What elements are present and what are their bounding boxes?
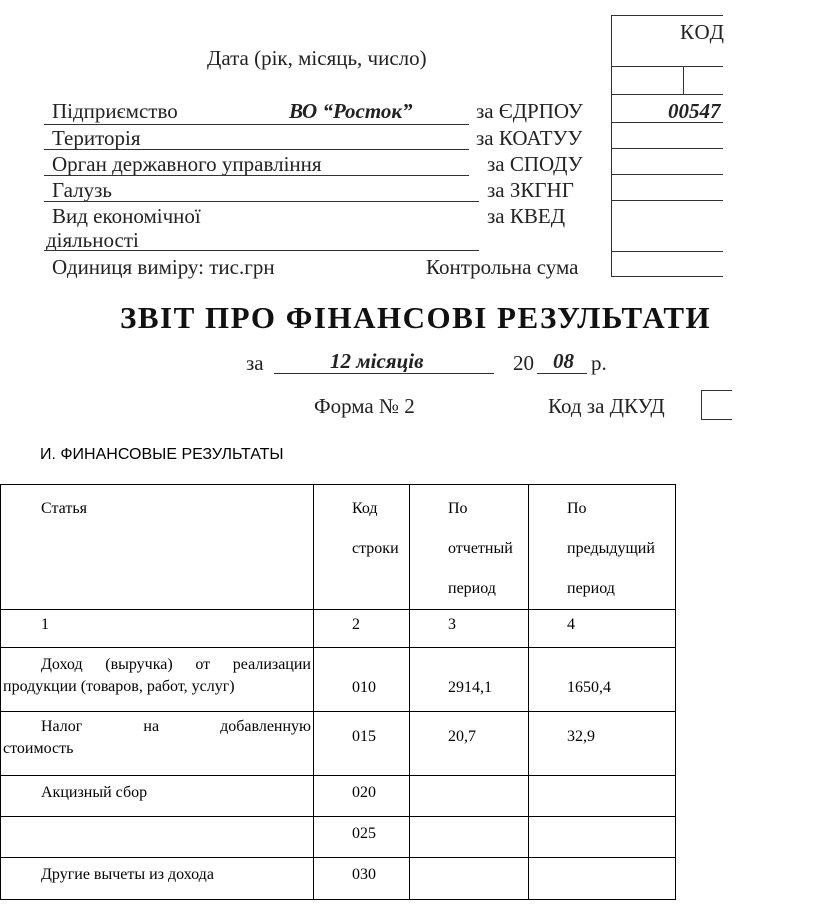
row-article-text <box>1 817 313 823</box>
row-previous <box>529 648 676 712</box>
report-title: ЗВІТ ПРО ФІНАНСОВІ РЕЗУЛЬТАТИ <box>120 300 712 335</box>
kody-row-line <box>611 251 723 252</box>
period-underline <box>274 373 494 374</box>
header-current-text-3: период <box>448 580 496 597</box>
activity-underline <box>44 250 479 251</box>
koatuu-label: за КОАТУУ <box>476 126 583 150</box>
row-article <box>1 776 314 817</box>
table-row <box>1 858 676 900</box>
header-article-text: Статья <box>41 500 87 517</box>
numbering-cell <box>529 610 676 648</box>
numbering-text: 3 <box>448 616 456 633</box>
dkud-label: Код за ДКУД <box>548 394 665 418</box>
row-article-wrap <box>1 712 313 760</box>
enterprise-label: Підприємство <box>52 99 178 123</box>
row-previous-text <box>529 776 675 782</box>
row-article-line-1: Налог на добавленную <box>41 718 311 735</box>
row-code <box>314 648 410 712</box>
kody-row-line <box>611 200 723 201</box>
unit-label: Одиниця виміру: тис.грн <box>52 255 275 279</box>
branch-underline <box>44 201 479 202</box>
section-title: И. ФИНАНСОВЫЕ РЕЗУЛЬТАТЫ <box>40 446 284 463</box>
row-article-text: Другие вычеты из дохода <box>41 866 214 883</box>
territory-label: Територія <box>52 126 141 150</box>
table-row <box>1 776 676 817</box>
financial-results-table <box>0 484 676 900</box>
row-article <box>1 817 314 858</box>
row-article-line-2: стоимость <box>3 740 74 757</box>
row-article <box>1 712 314 776</box>
control-sum-label: Контрольна сума <box>426 255 579 279</box>
header-previous-text-2: предыдущий <box>567 540 655 557</box>
row-article-line-1: Доход (выручка) от реализации <box>41 656 311 673</box>
period-value: 12 місяців <box>330 349 424 373</box>
year-value: 08 <box>553 349 574 373</box>
header-article <box>1 485 314 610</box>
table-row <box>1 712 676 776</box>
row-code-text: 020 <box>352 784 376 801</box>
kody-row-line <box>611 174 723 175</box>
activity-label-1: Вид економічної <box>52 204 201 228</box>
form-header <box>0 0 816 440</box>
row-code <box>314 776 410 817</box>
row-article <box>1 648 314 712</box>
date-label: Дата (рік, місяць, число) <box>207 46 427 70</box>
header-current-text-1: По <box>448 500 468 517</box>
numbering-text: 4 <box>567 616 575 633</box>
numbering-row <box>1 610 676 648</box>
edrpou-label: за ЄДРПОУ <box>476 99 583 123</box>
enterprise-underline <box>44 124 469 125</box>
row-current <box>410 858 529 900</box>
row-current <box>410 648 529 712</box>
dkud-box <box>701 390 732 420</box>
form-number: Форма № 2 <box>314 394 415 418</box>
row-current-text <box>410 817 528 823</box>
row-previous <box>529 776 676 817</box>
row-previous <box>529 817 676 858</box>
edrpou-value: 00547 <box>668 99 721 123</box>
numbering-cell <box>314 610 410 648</box>
table-header-row <box>1 485 676 610</box>
gov-body-underline <box>44 175 469 176</box>
row-code <box>314 817 410 858</box>
kody-label: КОД <box>680 20 725 44</box>
numbering-text: 2 <box>352 616 360 633</box>
gov-body-label: Орган державного управління <box>52 152 322 176</box>
period-prefix: за <box>246 351 264 375</box>
row-code <box>314 858 410 900</box>
activity-label-2: діяльності <box>46 228 139 252</box>
header-current-text-2: отчетный <box>448 540 513 557</box>
kody-row-line <box>611 66 723 67</box>
kody-date-divider <box>683 66 684 94</box>
table-row <box>1 817 676 858</box>
row-current <box>410 776 529 817</box>
kody-row-line <box>611 276 723 277</box>
header-current <box>410 485 529 610</box>
header-previous-text-3: период <box>567 580 615 597</box>
header-code-text-1: Код <box>352 500 378 517</box>
row-article-line-2: продукции (товаров, работ, услуг) <box>3 678 235 695</box>
kody-box-top-border <box>611 15 723 16</box>
row-current <box>410 817 529 858</box>
header-previous <box>529 485 676 610</box>
row-previous-text: 32,9 <box>567 728 595 745</box>
zkgng-label: за ЗКГНГ <box>487 178 574 202</box>
row-article-wrap <box>1 648 313 698</box>
territory-underline <box>44 149 469 150</box>
numbering-cell <box>1 610 314 648</box>
row-code-text: 025 <box>352 825 376 842</box>
spodu-label: за СПОДУ <box>487 152 583 176</box>
row-previous <box>529 712 676 776</box>
header-code-text-2: строки <box>352 540 399 557</box>
header-previous-text-1: По <box>567 500 587 517</box>
row-previous <box>529 858 676 900</box>
year-underline <box>537 373 587 374</box>
kved-label: за КВЕД <box>487 204 566 228</box>
numbering-text: 1 <box>41 616 49 633</box>
row-current-text: 2914,1 <box>448 678 492 696</box>
year-prefix: 20 <box>513 351 534 375</box>
row-current-text: 20,7 <box>448 728 476 745</box>
row-previous-text <box>529 817 675 823</box>
row-previous-text: 1650,4 <box>567 678 611 696</box>
kody-row-line <box>611 94 723 95</box>
row-previous-text <box>529 858 675 864</box>
kody-box-left-border <box>611 15 612 277</box>
row-article <box>1 858 314 900</box>
year-suffix: р. <box>591 351 607 375</box>
row-code <box>314 712 410 776</box>
row-current <box>410 712 529 776</box>
branch-label: Галузь <box>52 178 112 202</box>
row-article-text: Акцизный сбор <box>41 784 148 801</box>
enterprise-value: ВО “Росток” <box>289 99 413 123</box>
table-row <box>1 648 676 712</box>
numbering-cell <box>410 610 529 648</box>
header-code <box>314 485 410 610</box>
row-code-text: 010 <box>352 678 376 696</box>
row-current-text <box>410 776 528 782</box>
row-code-text: 015 <box>352 728 376 745</box>
row-code-text: 030 <box>352 866 376 883</box>
kody-row-line <box>611 148 723 149</box>
row-current-text <box>410 858 528 864</box>
